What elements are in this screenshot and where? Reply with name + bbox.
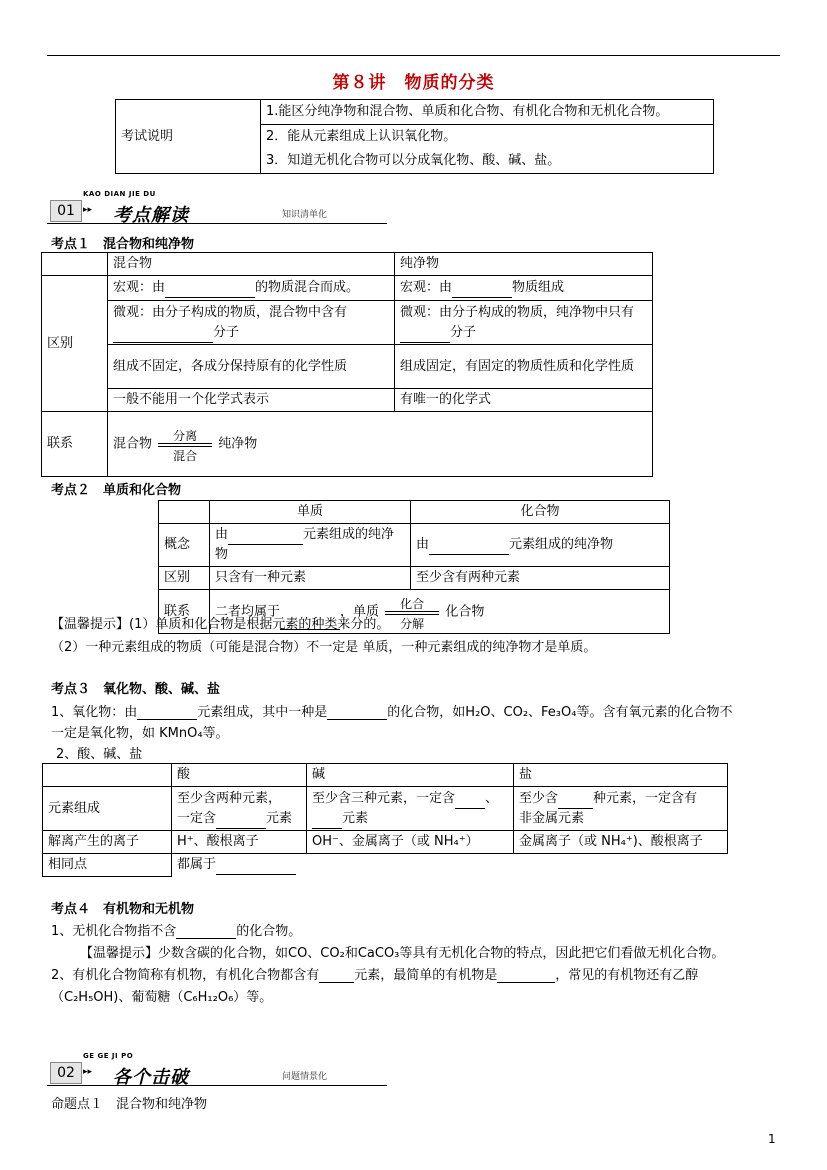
blank (327, 705, 387, 720)
mix-pure-link: 混合物 分离 混合 纯净物 (108, 412, 653, 477)
section-rule (47, 223, 387, 224)
row-label-diff: 区别 (42, 276, 108, 412)
col-compound: 化合物 (411, 501, 670, 524)
pure-macro: 宏观：由 物质组成 (395, 276, 653, 301)
k4-line-4: （C₂H₅OH)、葡萄糖（C₆H₁₂O₆）等。 (51, 990, 273, 1005)
reversible-arrow-icon: 分离 混合 (156, 426, 214, 462)
k1-heading: 考点１ 混合物和纯净物 (51, 237, 195, 252)
k2-heading: 考点２ 单质和化合物 (51, 483, 182, 498)
blank (429, 540, 509, 555)
section-subtitle: 知识清单化 (282, 210, 328, 220)
exam-requirements-table (115, 99, 714, 174)
exam-item-2: 2．能从元素组成上认识氧化物。 (261, 125, 714, 150)
k3-line-1: 1、氧化物：由 元素组成，其中一种是 的化合物，如H₂O、CO₂、Fe₃O₄等。含有氧元素的化合物不 (51, 705, 733, 720)
mix-micro: 微观：由分子构成的物质，混合物中含有 分子 (108, 301, 395, 345)
k4-heading: 考点４ 有机物和无机物 (51, 902, 195, 917)
acid-base-salt-table: 酸 碱 盐 元素组成 至少含两种元素， 一定含 元素 至少含三种元素，一定含 、 元素 至少含 种元素，一定含有 非金属元素 解离产生的离子 H⁺、酸根离子 OH⁻、金属离子（或 NH₄⁺） 金属离子（或 NH₄⁺)、酸根离子 相同点 都属于 (42, 763, 728, 877)
k3-line-2: 一定是氧化物，如 KMnO₄等。 (51, 726, 229, 741)
element-compound-table: 单质 化合物 概念 由 元素组成的纯净物 由 元素组成的纯净物 区别 只含有一种元素 至少含有两种元素 联系 二者均属于 ，单质 化合 分解 化合物 (158, 500, 670, 634)
k2-tip-2: （2）一种元素组成的物质（可能是混合物）不一定是 单质，一种元素组成的纯净物才是单质。 (51, 640, 597, 655)
section-title: 考点解读 (113, 205, 189, 226)
blank (113, 328, 213, 343)
k3-line-3: 2、酸、碱、盐 (56, 747, 143, 762)
pure-micro: 微观：由分子构成的物质，纯净物中只有分子 (395, 301, 653, 345)
pure-property: 组成固定，有固定的物质性质和化学性质 (395, 345, 653, 389)
double-arrow-icon: ▸▸ (83, 205, 93, 215)
blank (455, 794, 485, 809)
blank (176, 924, 236, 939)
exam-item-3: 3．知道无机化合物可以分成氧化物、酸、碱、盐。 (261, 149, 714, 174)
section-number: 02 (50, 1062, 82, 1084)
blank (400, 328, 450, 343)
section-pinyin: KAO DIAN JIE DU (83, 190, 156, 198)
section-rule (47, 1085, 387, 1086)
section-subtitle: 问题情景化 (282, 1072, 328, 1082)
col-element: 单质 (210, 501, 411, 524)
k4-line-3: 2、有机化合物简称有机物，有机化合物都含有 元素，最简单的有机物是 ，常见的有机物还有乙醇 (51, 968, 699, 983)
row-concept: 概念 (159, 524, 210, 567)
blank (558, 794, 593, 809)
blank (228, 530, 303, 545)
row-label-link: 联系 (42, 412, 108, 477)
proposition-1-heading: 命题点１ 混合物和纯净物 (51, 1097, 208, 1112)
col-pure: 纯净物 (395, 253, 653, 276)
blank (137, 705, 197, 720)
k4-line-2: 【温馨提示】少数含碳的化合物，如CO、CO₂和CaCO₃等具有无机化合物的特点，因此把它们看做无机化合物。 (80, 946, 725, 961)
mix-macro: 宏观：由 的物质混合而成。 (108, 276, 395, 301)
exam-label: 考试说明 (116, 100, 261, 174)
k4-line-1: 1、无机化合物指不含 的化合物。 (51, 924, 302, 939)
page-number: 1 (768, 1132, 776, 1146)
blank (216, 860, 296, 875)
double-arrow-icon: ▸▸ (83, 1067, 93, 1077)
blank (216, 814, 266, 829)
page-title: 第８讲 物质的分类 (332, 73, 495, 93)
row-difference: 区别 (159, 567, 210, 590)
exam-item-1: 1.能区分纯净物和混合物、单质和化合物、有机化合物和无机化合物。 (261, 100, 714, 125)
pure-formula: 有唯一的化学式 (395, 389, 653, 412)
section-header-01 (47, 190, 387, 226)
header-rule (47, 55, 780, 56)
section-number: 01 (50, 200, 82, 222)
blank (312, 814, 342, 829)
section-pinyin: GE GE JI PO (83, 1052, 134, 1060)
row-link: 联系 (159, 590, 210, 634)
blank (319, 968, 354, 983)
blank (497, 968, 555, 983)
blank (452, 283, 512, 298)
section-title: 各个击破 (113, 1067, 189, 1088)
mix-formula: 一般不能用一个化学式表示 (108, 389, 395, 412)
mixture-pure-table (41, 252, 653, 477)
mix-property: 组成不固定，各成分保持原有的化学性质 (108, 345, 395, 389)
reversible-arrow-icon: 化合 分解 (383, 594, 441, 630)
blank (165, 283, 255, 298)
section-header-02 (47, 1052, 387, 1088)
k3-heading: 考点３ 氧化物、酸、碱、盐 (51, 682, 221, 697)
k2-tip-1: 【温馨提示】(1）单质和化合物是根据元素的种类来分的。 (51, 617, 390, 632)
col-mixture: 混合物 (108, 253, 395, 276)
